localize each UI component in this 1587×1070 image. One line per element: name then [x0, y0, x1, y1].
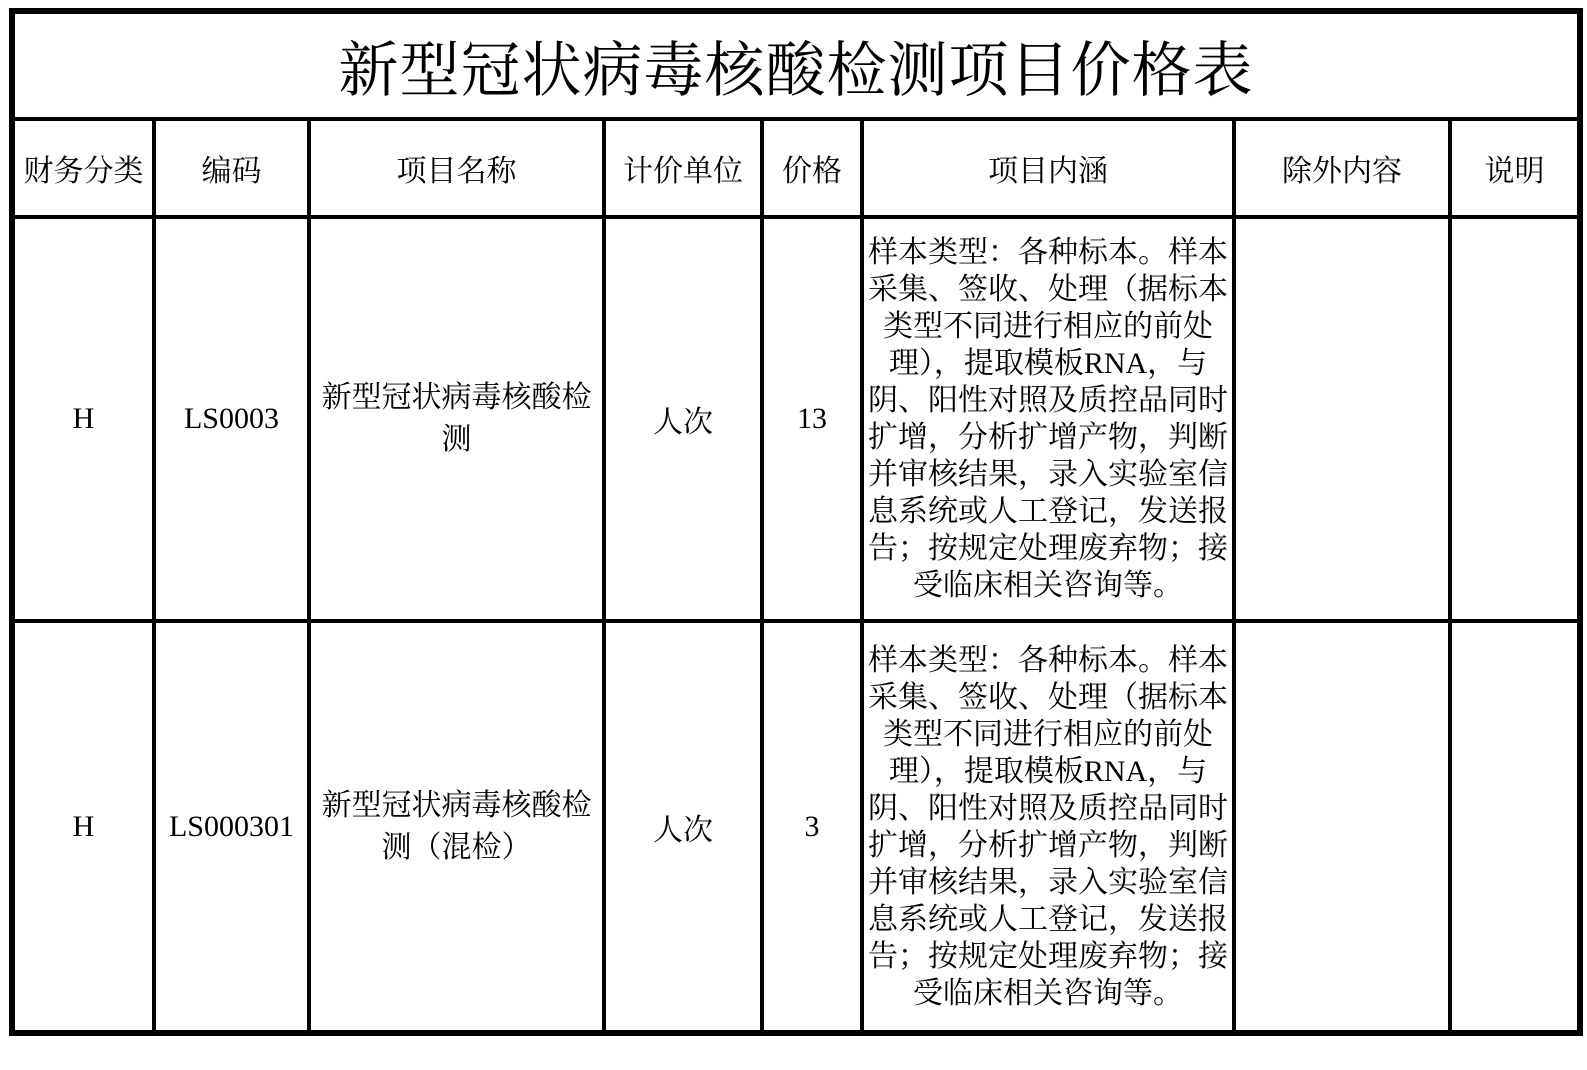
header-row [12, 119, 1580, 217]
cell-finance-category: H [12, 217, 154, 621]
cell-project-content: 样本类型：各种标本。样本采集、签收、处理（据标本类型不同进行相应的前处理），提取模板RNA，与阴、阳性对照及质控品同时扩增，分析扩增产物，判断并审核结果，录入实验室信息系统或人工登记，发送报告；按规定处理废弃物；接受临床相关咨询等。 [862, 621, 1234, 1033]
cell-finance-category: H [12, 621, 154, 1033]
header-notes: 说明 [1450, 119, 1580, 217]
price-table [9, 8, 1583, 1036]
cell-notes [1450, 217, 1580, 621]
header-price: 价格 [762, 119, 862, 217]
cell-project-content: 样本类型：各种标本。样本采集、签收、处理（据标本类型不同进行相应的前处理），提取模板RNA，与阴、阳性对照及质控品同时扩增，分析扩增产物，判断并审核结果，录入实验室信息系统或人工登记，发送报告；按规定处理废弃物；接受临床相关咨询等。 [862, 217, 1234, 621]
cell-notes [1450, 621, 1580, 1033]
cell-price: 13 [762, 217, 862, 621]
cell-code: LS000301 [154, 621, 309, 1033]
header-finance-category: 财务分类 [12, 119, 154, 217]
header-project-content: 项目内涵 [862, 119, 1234, 217]
header-pricing-unit: 计价单位 [604, 119, 762, 217]
cell-exclusions [1234, 217, 1450, 621]
cell-exclusions [1234, 621, 1450, 1033]
header-project-name: 项目名称 [309, 119, 604, 217]
header-code: 编码 [154, 119, 309, 217]
table-title: 新型冠状病毒核酸检测项目价格表 [12, 11, 1580, 119]
cell-pricing-unit: 人次 [604, 621, 762, 1033]
header-exclusions: 除外内容 [1234, 119, 1450, 217]
cell-pricing-unit: 人次 [604, 217, 762, 621]
table-row [12, 217, 1580, 621]
table-row [12, 621, 1580, 1033]
cell-code: LS0003 [154, 217, 309, 621]
title-row [12, 11, 1580, 119]
cell-project-name: 新型冠状病毒核酸检测（混检） [309, 621, 604, 1033]
cell-project-name: 新型冠状病毒核酸检测 [309, 217, 604, 621]
cell-price: 3 [762, 621, 862, 1033]
